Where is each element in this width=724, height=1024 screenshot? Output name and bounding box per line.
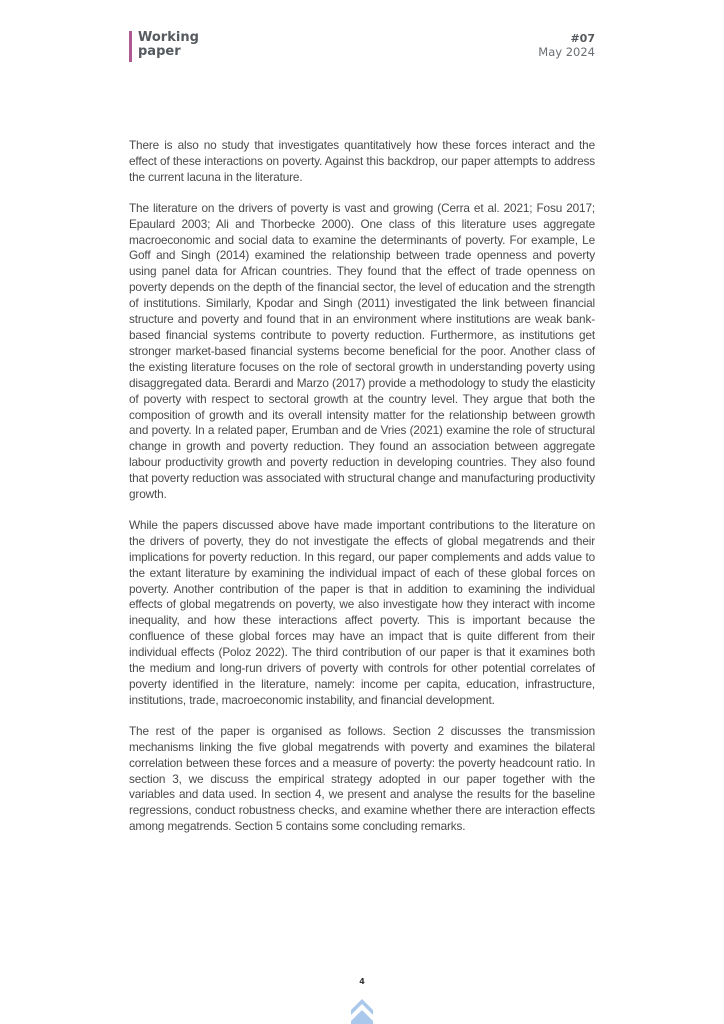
brand-logo	[129, 31, 199, 62]
paragraph-4: The rest of the paper is organised as follows. Section 2 discusses the transmission mechanisms linking the five global megatrends with poverty and examines the bilateral correlation between these forces and a measure of poverty: the poverty headcount ratio. In section 3, we discuss the empirical strategy adopted in our paper together with the variables and data used. In section 4, we present and analyse the results for the baseline regressions, conduct robustness checks, and examine whether there are interaction effects among megatrends. Section 5 contains some concluding remarks.	[129, 723, 595, 834]
paragraph-2: The literature on the drivers of poverty is vast and growing (Cerra et al. 2021; Fosu 2017; Epaulard 2003; Ali and Thorbecke 2000). One class of this literature uses aggregate macroeconomic and social data to examine the determinants of poverty. For example, Le Goff and Singh (2014) examined the relationship between trade openness and poverty using panel data for African countries. They found that the effect of trade openness on poverty depends on the depth of the financial sector, the level of education and the strength of institutions. Similarly, Kpodar and Singh (2011) investigated the link between financial structure and poverty and found that in an environment where institutions are weak bank-based financial systems contribute to poverty reduction. Furthermore, as institutions get stronger market-based financial systems become beneficial for the poor. Another class of the existing literature focuses on the role of sectoral growth in understanding poverty using disaggregated data. Berardi and Marzo (2017) provide a methodology to study the elasticity of poverty with respect to sectoral growth at the country level. They argue that both the composition of growth and its overall intensity matter for the relationship between growth and poverty. In a related paper, Erumban and de Vries (2021) examine the role of structural change in growth and poverty reduction. They found an association between aggregate labour productivity growth and poverty reduction in developing countries. They also found that poverty reduction was associated with structural change and manufacturing productivity growth.	[129, 200, 595, 502]
brand-line-paper: paper	[138, 44, 181, 59]
double-chevron-up-icon[interactable]	[349, 996, 375, 1024]
issue-date: May 2024	[538, 45, 595, 59]
brand-line-working: Working	[138, 30, 199, 45]
paragraph-1: There is also no study that investigates quantitatively how these forces interact and the effect of these interactions on poverty. Against this backdrop, our paper attempts to address the current lacuna in the literature.	[129, 138, 595, 184]
paragraph-3: While the papers discussed above have made important contributions to the literature on the drivers of poverty, they do not investigate the effects of global megatrends and their implications for poverty reduction. In this regard, our paper complements and adds value to the extant literature by examining the individual impact of each of these global forces on poverty. Another contribution of the paper is that in addition to examining the individual effects of global megatrends on poverty, we also investigate how they interact with income inequality, and how these interactions affect poverty. This is important because the confluence of these global forces may have an impact that is quite different from their individual effects (Poloz 2022). The third contribution of our paper is that it examines both the medium and long-run drivers of poverty with controls for other potential correlates of poverty identified in the literature, namely: income per capita, education, infrastructure, institutions, trade, macroeconomic instability, and financial development.	[129, 517, 595, 707]
issue-number: #07	[570, 32, 595, 45]
body-text	[129, 138, 595, 850]
issue-meta	[538, 32, 595, 60]
page-number: 4	[359, 977, 365, 986]
